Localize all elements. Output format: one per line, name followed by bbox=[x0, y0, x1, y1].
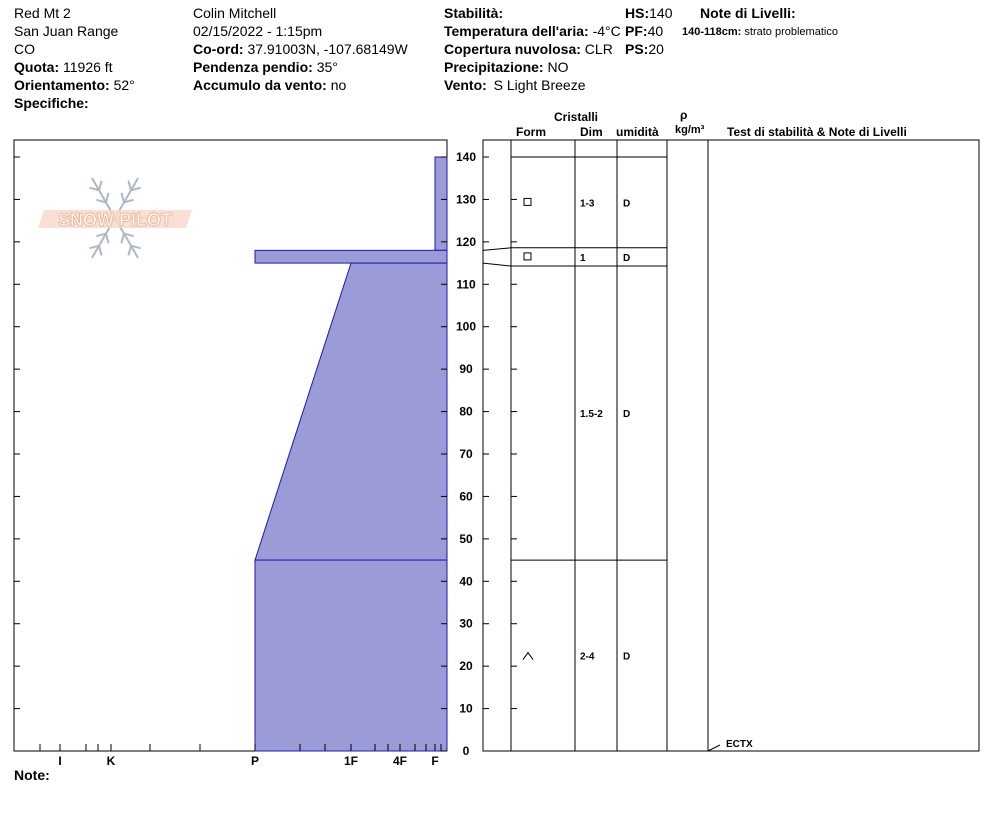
pf-label: PF: bbox=[625, 23, 648, 39]
wind-label: Vento: bbox=[444, 77, 487, 93]
form-facets-icon bbox=[524, 253, 531, 260]
air-temp-label: Temperatura dell'aria: bbox=[444, 23, 589, 39]
depth-label-120: 120 bbox=[455, 234, 477, 249]
layer-size-1: 1 bbox=[580, 252, 586, 264]
hardness-label-4F: 4F bbox=[392, 754, 408, 768]
tests-header: Test di stabilità & Note di Livelli bbox=[727, 125, 907, 139]
layer-size-3: 2-4 bbox=[580, 651, 595, 663]
snowflake-branch bbox=[121, 193, 124, 203]
density-unit-header: kg/m³ bbox=[675, 124, 705, 136]
precip-value: NO bbox=[547, 59, 569, 75]
moisture-header: umidità bbox=[616, 125, 659, 139]
wind-load-value: no bbox=[330, 77, 347, 93]
size-header: Dim bbox=[580, 125, 603, 139]
pf-value: 40 bbox=[647, 23, 664, 39]
stability-test-0: ECTX bbox=[726, 739, 753, 750]
depth-label-0: 0 bbox=[462, 744, 470, 758]
coord-label: Co-ord: bbox=[193, 41, 244, 57]
note-label: Note: bbox=[14, 767, 50, 783]
test-pointer bbox=[708, 745, 720, 751]
layer-moisture-0: D bbox=[623, 198, 631, 210]
hardness-label-K: K bbox=[106, 754, 116, 768]
depth-label-130: 130 bbox=[455, 192, 477, 207]
snowflake-branch bbox=[106, 234, 109, 244]
hs-value: 140 bbox=[649, 5, 673, 21]
cloud-label: Copertura nuvolosa: bbox=[444, 41, 581, 57]
snowflake-branch bbox=[106, 193, 109, 203]
precip-label: Precipitazione: bbox=[444, 59, 544, 75]
wind-load-label: Accumulo da vento: bbox=[193, 77, 327, 93]
depth-label-70: 70 bbox=[459, 447, 473, 461]
slope-value: 35° bbox=[316, 59, 338, 75]
ps-value: 20 bbox=[648, 41, 664, 57]
datetime: 02/15/2022 - 1:15pm bbox=[193, 23, 323, 39]
depth-label-50: 50 bbox=[459, 531, 473, 546]
crystals-header: Cristalli bbox=[554, 110, 599, 124]
layer-moisture-2: D bbox=[623, 409, 631, 421]
layer-size-0: 1-3 bbox=[580, 198, 595, 210]
depth-label-90: 90 bbox=[459, 362, 473, 377]
logo-text: SNOW PILOT bbox=[58, 210, 172, 230]
snowflake-branch bbox=[121, 234, 124, 244]
slope-label: Pendenza pendio: bbox=[193, 59, 313, 75]
layer-size-2: 1.5-2 bbox=[580, 409, 603, 421]
layer-table-frame bbox=[483, 140, 979, 751]
depth-label-40: 40 bbox=[459, 574, 473, 589]
snowflake-branch bbox=[128, 181, 131, 191]
snowflake-branch bbox=[128, 246, 131, 256]
depth-label-80: 80 bbox=[459, 404, 473, 419]
hardness-layer-2 bbox=[255, 263, 447, 560]
hardness-label-1F: 1F bbox=[343, 754, 359, 768]
aspect-label: Orientamento: bbox=[14, 77, 110, 93]
layer-connector bbox=[483, 263, 511, 266]
snowflake-branch bbox=[99, 246, 102, 256]
layer-note-text: strato problematico bbox=[744, 26, 838, 38]
wind-value: S Light Breeze bbox=[493, 77, 586, 93]
layer-note-range: 140-118cm: bbox=[682, 26, 742, 38]
mountain-range: San Juan Range bbox=[14, 23, 119, 39]
depth-label-60: 60 bbox=[459, 489, 473, 504]
hardness-label-P: P bbox=[250, 754, 260, 768]
hardness-layer-3 bbox=[255, 560, 447, 751]
observer: Colin Mitchell bbox=[193, 5, 277, 21]
hardness-layer-0 bbox=[435, 157, 447, 250]
specifics-label: Specifiche: bbox=[14, 95, 89, 111]
layer-connector bbox=[483, 248, 511, 251]
cloud-value: CLR bbox=[584, 41, 613, 57]
layer-moisture-3: D bbox=[623, 651, 631, 663]
aspect-value: 52° bbox=[113, 77, 135, 93]
rho-header: ρ bbox=[680, 108, 688, 122]
depth-label-20: 20 bbox=[459, 659, 473, 674]
depth-label-110: 110 bbox=[456, 277, 476, 292]
depth-label-30: 30 bbox=[459, 616, 473, 631]
hardness-layer-1 bbox=[255, 250, 447, 263]
snowpilot-logo bbox=[38, 178, 192, 258]
snowflake-branch bbox=[99, 181, 102, 191]
depth-label-100: 100 bbox=[455, 319, 477, 334]
layer-notes-label: Note di Livelli: bbox=[700, 5, 796, 21]
ps-label: PS: bbox=[625, 41, 649, 57]
layer-moisture-1: D bbox=[623, 252, 631, 264]
depth-label-140: 140 bbox=[455, 150, 477, 164]
depth-label-10: 10 bbox=[459, 701, 473, 716]
elevation-label: Quota: bbox=[14, 59, 60, 75]
coord-value: 37.91003N, -107.68149W bbox=[247, 41, 408, 57]
form-header: Form bbox=[516, 125, 546, 139]
elevation-value: 11926 ft bbox=[63, 59, 113, 75]
hs-label: HS: bbox=[625, 5, 650, 21]
air-temp-value: -4°C bbox=[592, 23, 621, 39]
form-depth-hoar-icon bbox=[523, 653, 533, 660]
hardness-label-F: F bbox=[431, 754, 439, 768]
stability-label: Stabilità: bbox=[444, 5, 504, 21]
hardness-label-I: I bbox=[58, 754, 62, 768]
state: CO bbox=[14, 41, 35, 57]
site-name: Red Mt 2 bbox=[14, 5, 71, 21]
form-facets-icon bbox=[524, 198, 531, 205]
